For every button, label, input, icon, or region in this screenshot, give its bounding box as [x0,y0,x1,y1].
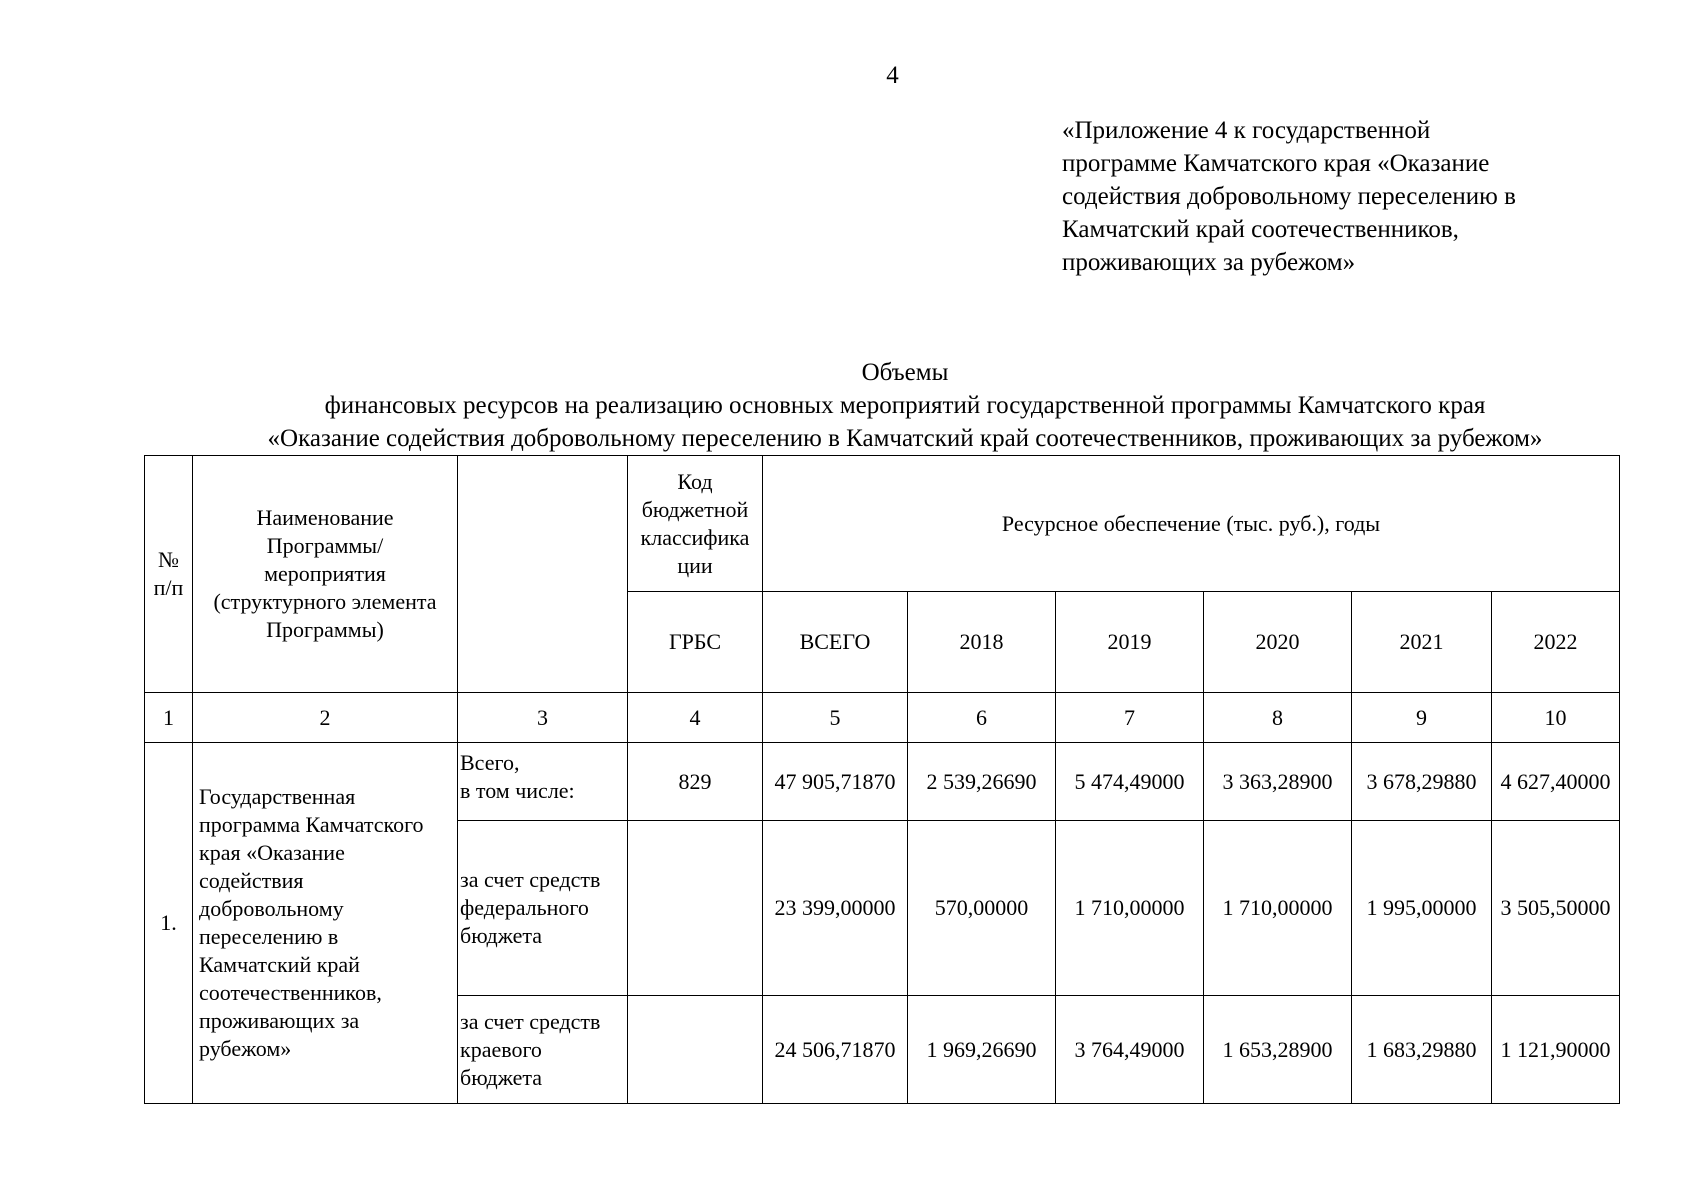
year-value: 4 627,40000 [1492,743,1620,821]
year-value: 1 710,00000 [1056,821,1204,996]
year-value: 3 764,49000 [1056,996,1204,1104]
year-value: 1 995,00000 [1352,821,1492,996]
grbs-code [628,996,763,1104]
grbs-code [628,821,763,996]
source-federal: за счет средств федерального бюджета [458,821,628,996]
appendix-note [1062,114,1622,279]
year-value: 3 505,50000 [1492,821,1620,996]
appendix-line: «Приложение 4 к государственной [1062,117,1431,144]
year-value: 1 653,28900 [1204,996,1352,1104]
appendix-line: проживающих за рубежом» [1062,249,1356,276]
column-number-row [145,693,1620,743]
appendix-line: программе Камчатского края «Оказание [1062,150,1490,177]
column-number: 2 [193,693,458,743]
page-number: 4 [886,62,899,89]
column-number: 1 [145,693,193,743]
program-number: 1. [145,743,193,1104]
header-year: 2018 [908,592,1056,693]
header-total: ВСЕГО [763,592,908,693]
header-program-name: Наименование Программы/ мероприятия (структурного элемента Программы) [193,456,458,693]
column-number: 3 [458,693,628,743]
year-value: 2 539,26690 [908,743,1056,821]
column-number: 4 [628,693,763,743]
header-resources: Ресурсное обеспечение (тыс. руб.), годы [763,456,1620,592]
appendix-line: Камчатский край соотечественников, [1062,216,1459,243]
header-grbs: ГРБС [628,592,763,693]
column-number: 8 [1204,693,1352,743]
title-line: «Оказание содействия добровольному переселению в Камчатский край соотечественников, проживающих за рубежом» [267,425,1543,452]
header-year: 2021 [1352,592,1492,693]
source-regional: за счет средств краевого бюджета [458,996,628,1104]
grbs-code: 829 [628,743,763,821]
column-number: 9 [1352,693,1492,743]
header-year: 2022 [1492,592,1620,693]
year-value: 3 363,28900 [1204,743,1352,821]
appendix-line: содействия добровольному переселению в [1062,183,1516,210]
program-name: Государственная программа Камчатского края «Оказание содействия добровольному переселению в Камчатский край соотечественников, проживающих за рубежом» [193,743,458,1104]
year-value: 1 683,29880 [1352,996,1492,1104]
year-value: 1 969,26690 [908,996,1056,1104]
header-budget-code: Код бюджетной классифика ции [628,456,763,592]
year-value: 1 710,00000 [1204,821,1352,996]
column-number: 5 [763,693,908,743]
year-value: 1 121,90000 [1492,996,1620,1104]
header-row-top [145,456,1620,592]
title-line: финансовых ресурсов на реализацию основных мероприятий государственной программы Камчатского края [324,392,1486,419]
table-row-total [145,743,1620,821]
header-number: № п/п [145,456,193,693]
header-year: 2020 [1204,592,1352,693]
total-value: 24 506,71870 [763,996,908,1104]
total-value: 47 905,71870 [763,743,908,821]
document-title [130,356,1680,455]
total-value: 23 399,00000 [763,821,908,996]
title-line: Объемы [861,359,949,386]
year-value: 3 678,29880 [1352,743,1492,821]
column-number: 6 [908,693,1056,743]
header-empty-col3 [458,456,628,693]
financing-table [144,455,1620,1104]
year-value: 5 474,49000 [1056,743,1204,821]
column-number: 7 [1056,693,1204,743]
header-year: 2019 [1056,592,1204,693]
column-number: 10 [1492,693,1620,743]
source-total: Всего, в том числе: [458,743,628,821]
year-value: 570,00000 [908,821,1056,996]
